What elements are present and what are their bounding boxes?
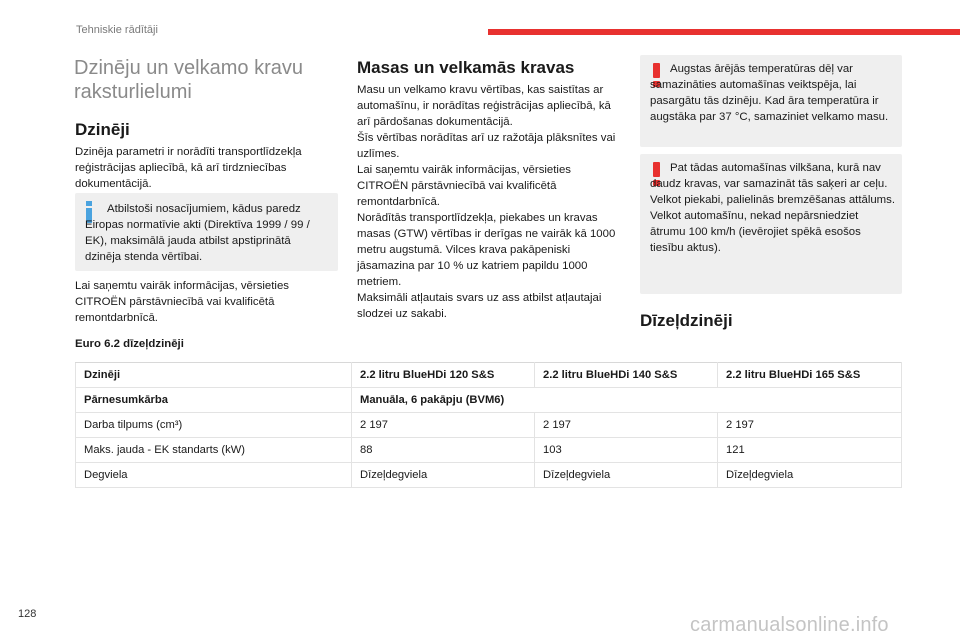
- table-cell: 2 197: [352, 413, 535, 438]
- table-cell: 2 197: [535, 413, 718, 438]
- loads-heading: Masas un velkamās kravas: [357, 58, 575, 77]
- table-cell: Dīzeļdegviela: [718, 463, 902, 488]
- info-note-text: Atbilstoši nosacījumiem, kādus paredz Eiropas normatīvie akti (Direktīva 1999 / 99 / EK), maksimālā jauda atbilst apstiprinātā dzinēja stenda vērtībai.: [85, 203, 310, 263]
- table-header-cell: 2.2 litru BlueHDi 165 S&S: [718, 363, 902, 388]
- table-cell: Dīzeļdegviela: [352, 463, 535, 488]
- table-row: [76, 438, 902, 463]
- table-cell: Maks. jauda - EK standarts (kW): [76, 438, 352, 463]
- info-note-box: [75, 193, 338, 271]
- watermark: carmanualsonline.info: [690, 614, 889, 636]
- page-title: Dzinēju un velkamo kravu raksturlielumi: [74, 57, 303, 103]
- table-caption: Euro 6.2 dīzeļdzinēji: [75, 338, 184, 350]
- loads-text: Masu un velkamo kravu vērtības, kas saistītas ar automašīnu, ir norādītas reģistrācijas apliecībā, kā arī pārdošanas dokumentācijā. Šīs vērtības norādītas arī uz ražotāja plāksnītes vai uzlīmes. Lai saņemtu vairāk informācijas, vērsieties CITROËN pārstāvniecībā vai kvalificētā remontdarbnīcā. Norādītās transportlīdzekļa, piekabes un kravas masas (GTW) vērtības ir derīgas ne vairāk kā 1000 metru augstumā. Vilces krava pakāpeniski jāsamazina par 10 % uz katriem papildu 1000 metriem. Maksimāli atļautais svars uz ass atbilst atļautajai slodzei uz sakabi.: [357, 84, 616, 320]
- engines-heading: Dzinēji: [75, 120, 130, 139]
- table-cell: Pārnesumkārba: [76, 388, 352, 413]
- warning-box-towing: [640, 154, 902, 294]
- table-row: [76, 463, 902, 488]
- table-cell: Darba tilpums (cm³): [76, 413, 352, 438]
- table-cell: Degviela: [76, 463, 352, 488]
- table-header-row: [76, 363, 902, 388]
- table-cell: 88: [352, 438, 535, 463]
- table-cell: Dīzeļdegviela: [535, 463, 718, 488]
- engine-spec-table: [75, 362, 902, 488]
- warning-text-temperature: Augstas ārējās temperatūras dēļ var samazināties automašīnas veiktspēja, lai pasargātu tās dzinēju. Kad āra temperatūra ir augstāka par 37 °C, samaziniet velkamo masu.: [650, 63, 889, 123]
- header-accent-bar: [488, 29, 960, 35]
- table-cell: 2 197: [718, 413, 902, 438]
- warning-box-temperature: [640, 55, 902, 147]
- table-row: [76, 388, 902, 413]
- engines-paragraph: Dzinēja parametri ir norādīti transportlīdzekļa reģistrācijas apliecībā, kā arī tirdzniecības dokumentācijā.: [75, 146, 302, 190]
- diesel-heading: Dīzeļdzinēji: [640, 311, 733, 330]
- table-cell: 121: [718, 438, 902, 463]
- table-cell: Manuāla, 6 pakāpju (BVM6): [352, 388, 902, 413]
- table-cell: 103: [535, 438, 718, 463]
- table-header-cell: 2.2 litru BlueHDi 120 S&S: [352, 363, 535, 388]
- engines-paragraph-2: Lai saņemtu vairāk informācijas, vērsieties CITROËN pārstāvniecībā vai kvalificētā remontdarbnīcā.: [75, 280, 289, 324]
- running-header: Tehniskie rādītāji: [76, 24, 158, 36]
- table-header-cell: 2.2 litru BlueHDi 140 S&S: [535, 363, 718, 388]
- table-header-cell: Dzinēji: [76, 363, 352, 388]
- table-row: [76, 413, 902, 438]
- page-number: 128: [18, 608, 37, 620]
- warning-text-towing: Pat tādas automašīnas vilkšana, kurā nav daudz kravas, var samazināt tās saķeri ar ceļu. Velkot piekabi, palielinās bremzēšanas attālums. Velkot automašīnu, nekad nepārsniedziet ātrumu 100 km/h (ievērojiet spēkā esošos tiesību aktus).: [650, 162, 896, 254]
